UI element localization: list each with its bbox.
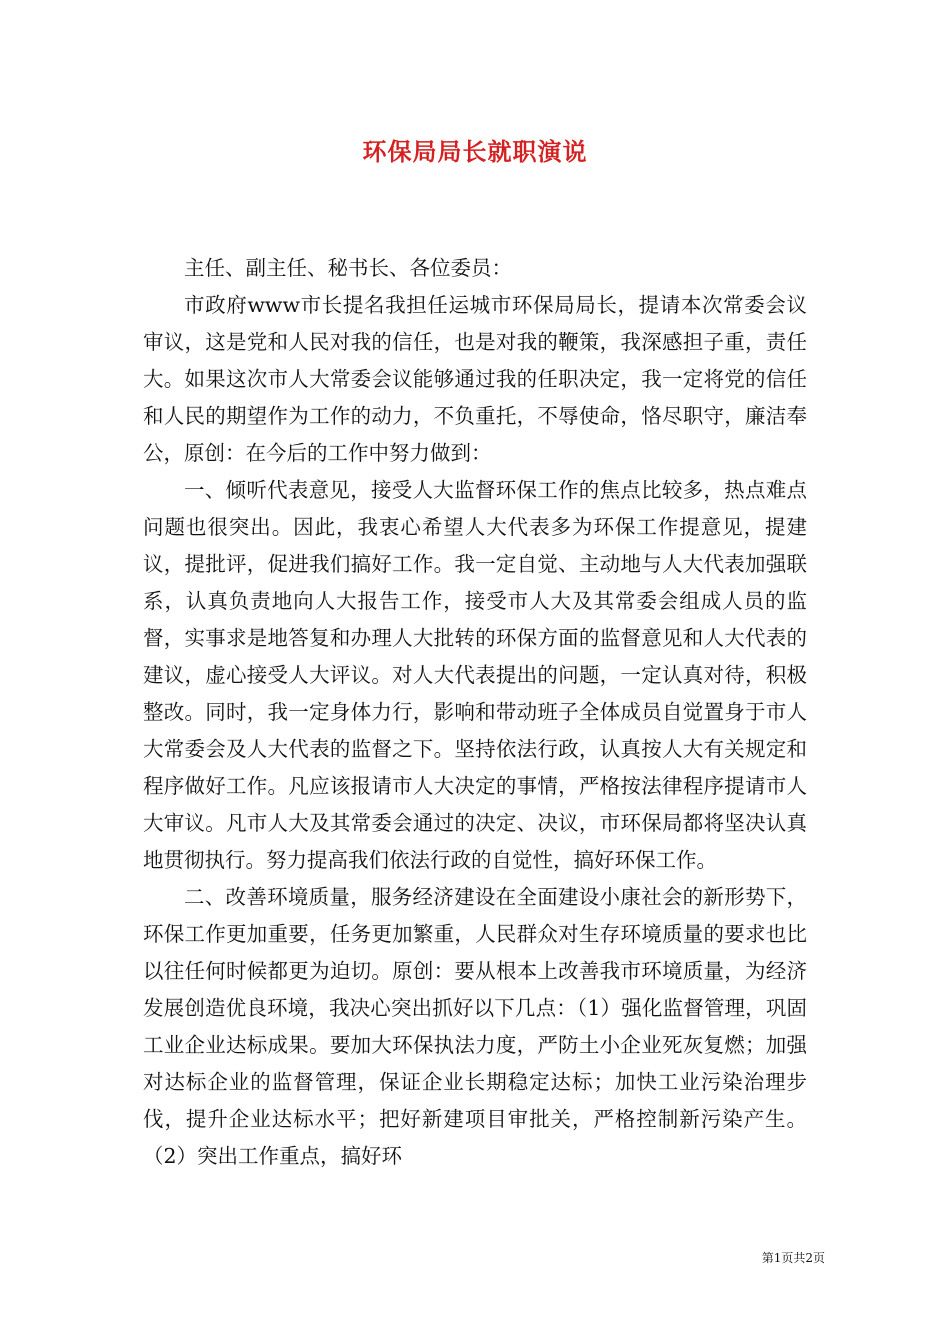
document-title: 环保局局长就职演说 xyxy=(362,137,588,166)
section-two-paragraph: 二、改善环境质量，服务经济建设在全面建设小康社会的新形势下，环保工作更加重要，任务更加繁重，人民群众对生存环境质量的要求也比以往任何时候都更为迫切。原创：要从根本上改善我市环境质量，为经济发展创造优良环境，我决心突出抓好以下几点：（1）强化监督管理，巩固工业企业达标成果。要加大环保执法力度，严防土小企业死灰复燃；加强对达标企业的监督管理，保证企业长期稳定达标；加快工业污染治理步伐，提升企业达标水平；把好新建项目审批关，严格控制新污染产生。（2）突出工作重点，搞好环 xyxy=(143,885,807,1168)
salutation-paragraph: 主任、副主任、秘书长、各位委员： xyxy=(184,256,512,280)
document-body xyxy=(143,250,807,1175)
page-number: 第1页共2页 xyxy=(761,1251,825,1265)
intro-paragraph: 市政府www市长提名我担任运城市环保局局长，提请本次常委会议审议，这是党和人民对我的信任，也是对我的鞭策，我深感担子重，责任大。如果这次市人大常委会议能够通过我的任职决定，我一定将党的信任和人民的期望作为工作的动力，不负重托，不辱使命，恪尽职守，廉洁奉公，原创：在今后的工作中努力做到： xyxy=(143,293,807,465)
section-one-paragraph: 一、倾听代表意见，接受人大监督环保工作的焦点比较多，热点难点问题也很突出。因此，我衷心希望人大代表多为环保工作提意见，提建议，提批评，促进我们搞好工作。我一定自觉、主动地与人大代表加强联系，认真负责地向人大报告工作，接受市人大及其常委会组成人员的监督，实事求是地答复和办理人大批转的环保方面的监督意见和人大代表的建议，虚心接受人大评议。对人大代表提出的问题，一定认真对待，积极整改。同时，我一定身体力行，影响和带动班子全体成员自觉置身于市人大常委会及人大代表的监督之下。坚持依法行政，认真按人大有关规定和程序做好工作。凡应该报请市人大决定的事情，严格按法律程序提请市人大审议。凡市人大及其常委会通过的决定、决议，市环保局都将坚决认真地贯彻执行。努力提高我们依法行政的自觉性，搞好环保工作。 xyxy=(143,478,807,872)
